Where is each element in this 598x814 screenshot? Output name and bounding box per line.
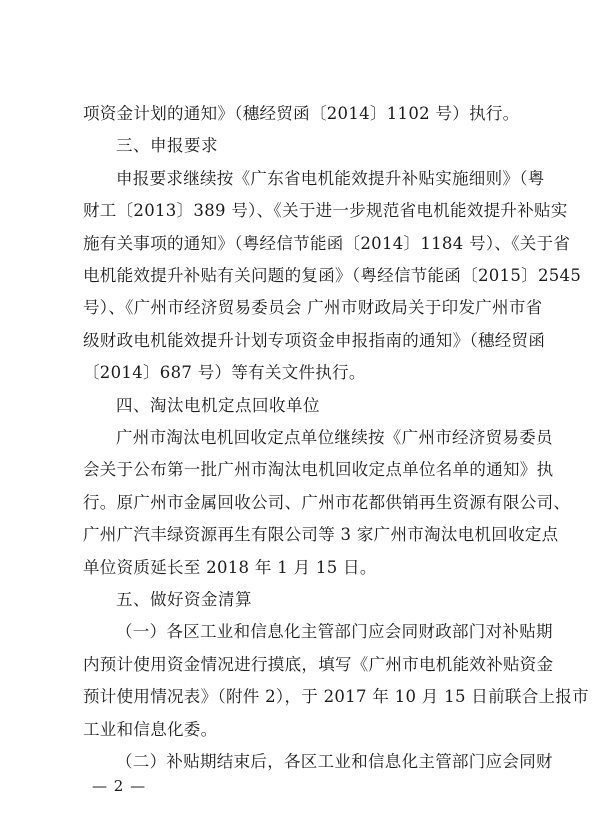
paragraph-line: 电机能效提升补贴有关问题的复函》（粤经信节能函〔2015〕2545 [83, 266, 582, 285]
paragraph-line: 级财政电机能效提升计划专项资金申报指南的通知》（穗经贸函 [83, 330, 546, 350]
paragraph-line: 财工〔2013〕389 号）、《关于进一步规范省电机能效提升补贴实 [83, 201, 568, 221]
paragraph-line: 单位资质延长至 2018 年 1 月 15 日。 [83, 557, 377, 577]
paragraph-line: 项资金计划的通知》（穗经贸函〔2014〕1102 号）执行。 [83, 104, 520, 123]
paragraph-line: 预计使用情况表》（附件 2），于 2017 年 10 月 15 日前联合上报市 [83, 687, 589, 707]
paragraph-line: 会关于公布第一批广州市淘汰电机回收定点单位名单的通知》执 [83, 460, 554, 480]
section-heading-3: 三、申报要求 [116, 136, 218, 156]
paragraph-line: 〔2014〕687 号）等有关文件执行。 [83, 363, 366, 383]
paragraph-line: 工业和信息化委。 [83, 719, 218, 739]
paragraph-line: 内预计使用资金情况进行摸底，填写《广州市电机能效补贴资金 [83, 654, 554, 674]
section-heading-4: 四、淘汰电机定点回收单位 [116, 395, 320, 415]
paragraph-line: 施有关事项的通知》（粤经信节能函〔2014〕1184 号）、《关于省 [83, 233, 571, 253]
paragraph-line: 广州广汽丰绿资源再生有限公司等 3 家广州市淘汰电机回收定点 [83, 525, 559, 545]
paragraph-line: 行。原广州市金属回收公司、广州市花都供销再生资源有限公司、 [83, 492, 571, 512]
paragraph-line: 广州市淘汰电机回收定点单位继续按《广州市经济贸易委员 [116, 428, 553, 447]
section-heading-5: 五、做好资金清算 [116, 590, 252, 609]
paragraph-line: 申报要求继续按《广东省电机能效提升补贴实施细则》（粤 [116, 168, 545, 188]
page-number: — 2 — [92, 777, 147, 795]
paragraph-line: 号）、《广州市经济贸易委员会 广州市财政局关于印发广州市省 [83, 298, 543, 318]
paragraph-line: （一）各区工业和信息化主管部门应会同财政部门对补贴期 [116, 622, 553, 642]
paragraph-line: （二）补贴期结束后，各区工业和信息化主管部门应会同财 [116, 752, 553, 771]
